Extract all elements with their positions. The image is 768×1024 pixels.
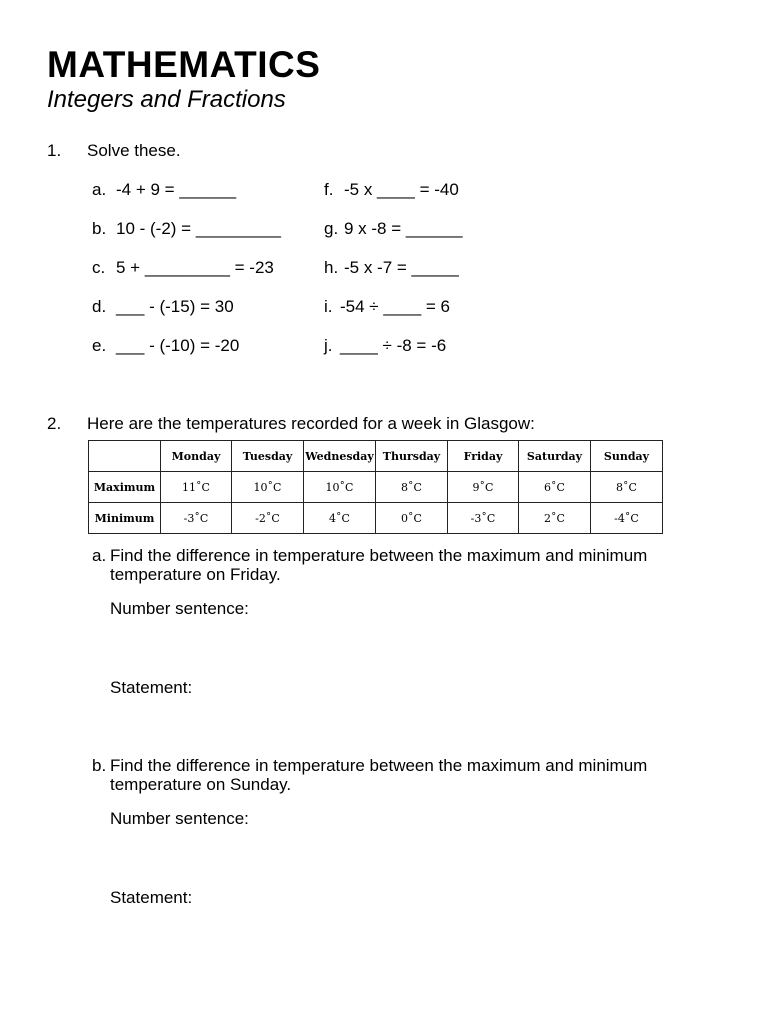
table-cell: 10˚C: [304, 472, 376, 503]
q1-item-i: -54 ÷ ____ = 6: [340, 297, 450, 316]
part-a-number-sentence-label: Number sentence:: [110, 599, 249, 618]
part-b-label: b.: [92, 756, 107, 775]
table-row-minimum: [89, 503, 663, 534]
table-header-monday: Monday: [161, 441, 232, 472]
part-b-number-sentence-label: Number sentence:: [110, 809, 249, 828]
q1-item-e-label: e.: [92, 336, 107, 355]
table-header-friday: Friday: [448, 441, 519, 472]
page-title: MATHEMATICS: [47, 44, 321, 85]
table-header-tuesday: Tuesday: [232, 441, 304, 472]
part-a-question-line2: temperature on Friday.: [110, 565, 281, 584]
table-row-label: Maximum: [89, 472, 161, 503]
table-cell: -2˚C: [232, 503, 304, 534]
question-1-prompt: Solve these.: [87, 141, 181, 160]
table-cell: 0˚C: [376, 503, 448, 534]
q1-item-f: -5 x ____ = -40: [344, 180, 459, 199]
q1-item-a: -4 + 9 = ______: [116, 180, 237, 199]
table-cell: -3˚C: [448, 503, 519, 534]
table-cell: 8˚C: [591, 472, 663, 503]
q1-item-i-label: i.: [324, 297, 333, 316]
q1-item-h: -5 x -7 = _____: [344, 258, 459, 277]
table-cell: -4˚C: [591, 503, 663, 534]
q1-item-b: 10 - (-2) = _________: [116, 219, 281, 238]
table-header-thursday: Thursday: [376, 441, 448, 472]
q1-item-j: ____ ÷ -8 = -6: [340, 336, 447, 355]
table-header-sunday: Sunday: [591, 441, 663, 472]
q1-item-c-label: c.: [92, 258, 106, 277]
table-cell: 11˚C: [161, 472, 232, 503]
table-cell: 2˚C: [519, 503, 591, 534]
table-cell: 4˚C: [304, 503, 376, 534]
page-subtitle: Integers and Fractions: [47, 86, 286, 113]
q1-item-a-label: a.: [92, 180, 107, 199]
part-a-label: a.: [92, 546, 107, 565]
part-b-question-line1: Find the difference in temperature between the maximum and minimum: [110, 756, 648, 775]
temperature-table: [88, 440, 663, 534]
question-2-number: 2.: [47, 414, 62, 433]
table-header-wednesday: Wednesday: [304, 441, 376, 472]
part-b-question-line2: temperature on Sunday.: [110, 775, 292, 794]
table-cell: 9˚C: [448, 472, 519, 503]
table-cell: 6˚C: [519, 472, 591, 503]
question-1-number: 1.: [47, 141, 62, 160]
q1-item-c: 5 + _________ = -23: [116, 258, 274, 277]
q1-item-d-label: d.: [92, 297, 107, 316]
q1-item-g: 9 x -8 = ______: [344, 219, 463, 238]
q1-item-g-label: g.: [324, 219, 339, 238]
table-corner-cell: [89, 441, 161, 472]
q1-item-j-label: j.: [324, 336, 333, 355]
table-cell: -3˚C: [161, 503, 232, 534]
table-row-maximum: [89, 472, 663, 503]
q1-item-e: ___ - (-10) = -20: [116, 336, 240, 355]
table-row-label: Minimum: [89, 503, 161, 534]
table-cell: 10˚C: [232, 472, 304, 503]
q1-item-b-label: b.: [92, 219, 107, 238]
table-header-row: [89, 441, 663, 472]
part-a-question-line1: Find the difference in temperature between the maximum and minimum: [110, 546, 648, 565]
q1-item-h-label: h.: [324, 258, 339, 277]
question-2-prompt: Here are the temperatures recorded for a week in Glasgow:: [87, 414, 535, 433]
q1-item-f-label: f.: [324, 180, 334, 199]
part-b-statement-label: Statement:: [110, 888, 193, 907]
table-cell: 8˚C: [376, 472, 448, 503]
part-a-statement-label: Statement:: [110, 678, 193, 697]
table-header-saturday: Saturday: [519, 441, 591, 472]
q1-item-d: ___ - (-15) = 30: [116, 297, 234, 316]
